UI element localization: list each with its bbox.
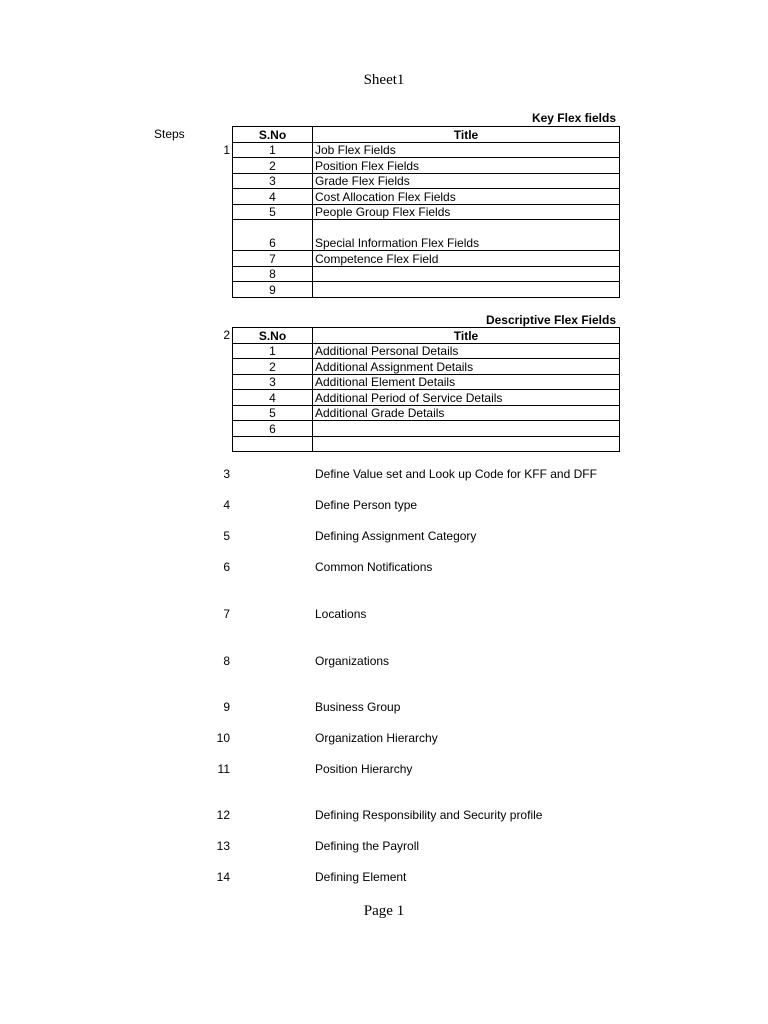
sno-cell: 6 [233, 421, 313, 437]
step-text: Common Notifications [315, 560, 433, 574]
column-header-sno: S.No [233, 127, 313, 143]
step-text: Locations [315, 607, 367, 621]
step-number-2: 2 [223, 328, 230, 342]
table-row [233, 436, 620, 452]
sno-cell: 3 [233, 374, 313, 390]
table-row [233, 189, 620, 205]
step-text: Defining the Payroll [315, 839, 420, 853]
step-text: Defining Responsibility and Security profile [315, 808, 543, 822]
column-header-sno: S.No [233, 328, 313, 344]
table-row [233, 405, 620, 421]
sno-cell: 5 [233, 204, 313, 220]
title-cell: Additional Personal Details [313, 343, 620, 359]
sno-cell: 2 [233, 359, 313, 375]
table-row [233, 204, 620, 220]
step-text: Organizations [315, 654, 390, 668]
step-number: 8 [223, 654, 230, 668]
sheet-title: Sheet1 [363, 72, 405, 88]
step-text: Organization Hierarchy [315, 731, 438, 745]
page-footer: Page 1 [363, 903, 405, 919]
step-number: 4 [223, 498, 230, 512]
title-cell: Additional Assignment Details [313, 359, 620, 375]
table-row [233, 282, 620, 298]
title-cell [313, 436, 620, 452]
title-cell [313, 266, 620, 282]
sno-cell: 1 [233, 142, 313, 158]
step-number: 9 [223, 700, 230, 714]
step-text: Business Group [315, 700, 401, 714]
title-cell: Position Flex Fields [313, 158, 620, 174]
step-number: 6 [223, 560, 230, 574]
step-text: Define Value set and Look up Code for KFF and DFF [315, 467, 597, 481]
title-cell: People Group Flex Fields [313, 204, 620, 220]
title-cell: Job Flex Fields [313, 142, 620, 158]
step-number: 10 [216, 731, 230, 745]
table-row [233, 142, 620, 158]
step-text: Defining Assignment Category [315, 529, 477, 543]
sno-cell: 8 [233, 266, 313, 282]
title-cell: Cost Allocation Flex Fields [313, 189, 620, 205]
title-cell: Special Information Flex Fields [313, 220, 620, 251]
table-row [233, 343, 620, 359]
sno-cell: 4 [233, 189, 313, 205]
sno-cell: 2 [233, 158, 313, 174]
step-number: 14 [216, 870, 230, 884]
table-row [233, 359, 620, 375]
title-cell: Competence Flex Field [313, 251, 620, 267]
title-cell: Additional Grade Details [313, 405, 620, 421]
step-number: 13 [216, 839, 230, 853]
step-text: Define Person type [315, 498, 418, 512]
column-header-title: Title [313, 127, 620, 143]
kff-table [232, 126, 620, 298]
step-text: Defining Element [315, 870, 407, 884]
table-row [233, 390, 620, 406]
step-number: 11 [217, 762, 230, 776]
step-number: 3 [223, 467, 230, 481]
table-row [233, 421, 620, 437]
dff-heading: Descriptive Flex Fields [485, 313, 616, 327]
sno-cell [233, 436, 313, 452]
title-cell [313, 282, 620, 298]
table-header-row [233, 127, 620, 143]
title-cell: Grade Flex Fields [313, 173, 620, 189]
table-row [233, 374, 620, 390]
sno-cell: 5 [233, 405, 313, 421]
title-cell: Additional Period of Service Details [313, 390, 620, 406]
column-header-title: Title [313, 328, 620, 344]
table-row [233, 220, 620, 251]
step-number: 7 [223, 607, 230, 621]
step-number: 5 [223, 529, 230, 543]
sno-cell: 3 [233, 173, 313, 189]
step-text: Position Hierarchy [315, 762, 413, 776]
title-cell [313, 421, 620, 437]
step-number: 12 [216, 808, 230, 822]
sno-cell: 9 [233, 282, 313, 298]
table-row [233, 158, 620, 174]
sno-cell: 7 [233, 251, 313, 267]
table-row [233, 266, 620, 282]
sno-cell: 4 [233, 390, 313, 406]
table-row [233, 251, 620, 267]
kff-heading: Key Flex fields [531, 111, 616, 125]
table-header-row [233, 328, 620, 344]
sno-cell: 1 [233, 343, 313, 359]
dff-table [232, 327, 620, 452]
sno-cell: 6 [233, 220, 313, 251]
step-number-1: 1 [223, 143, 230, 157]
table-row [233, 173, 620, 189]
steps-label: Steps [154, 127, 185, 141]
title-cell: Additional Element Details [313, 374, 620, 390]
